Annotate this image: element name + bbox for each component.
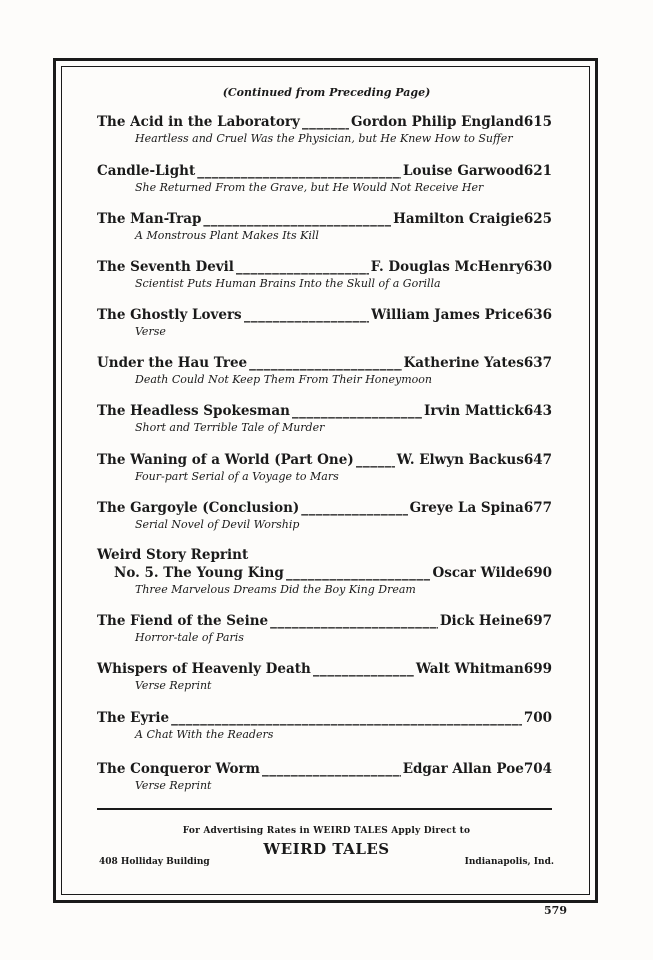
toc-entry (97, 709, 552, 742)
story-title: The Waning of a World (Part One) (97, 452, 354, 468)
toc-row (97, 760, 552, 778)
story-author: Louise Garwood (403, 163, 524, 179)
toc-row (97, 210, 552, 228)
toc-row (97, 451, 552, 469)
dot-leader (270, 612, 438, 630)
story-subtitle: Serial Novel of Devil Worship (135, 518, 300, 531)
story-title: The Acid in the Laboratory (97, 114, 300, 130)
story-author: Irvin Mattick (424, 403, 524, 419)
story-subtitle: A Chat With the Readers (135, 728, 274, 741)
toc-row (97, 612, 552, 630)
story-title: Candle-Light (97, 163, 196, 179)
toc-entry (97, 306, 552, 339)
toc-entry (97, 113, 552, 146)
story-page: 637 (523, 355, 552, 371)
page-number: 579 (544, 904, 567, 917)
dot-leader (302, 113, 349, 131)
story-title: The Ghostly Lovers (97, 307, 242, 323)
toc-row (97, 258, 552, 276)
toc-row (97, 402, 552, 420)
story-subtitle: Short and Terrible Tale of Murder (135, 421, 325, 434)
dot-leader (262, 760, 401, 778)
story-author: Greye La Spina (409, 500, 524, 516)
story-title: The Gargoyle (Conclusion) (97, 500, 300, 516)
story-page: 677 (523, 500, 552, 516)
story-author: W. Elwyn Backus (396, 452, 524, 468)
toc-row (97, 162, 552, 180)
toc-row (97, 709, 552, 727)
story-title: No. 5. The Young King (114, 565, 284, 581)
magazine-name: WEIRD TALES (263, 840, 390, 858)
footer-rule (97, 808, 552, 810)
toc-entry (97, 499, 552, 532)
toc-entry (97, 451, 552, 484)
toc-entry (97, 354, 552, 387)
dot-leader (244, 306, 369, 324)
toc-entry (97, 612, 552, 645)
story-page: 615 (523, 114, 552, 130)
dot-leader (292, 402, 422, 420)
story-subtitle: She Returned From the Grave, but He Would Not Receive Her (135, 181, 484, 194)
story-subtitle: Verse Reprint (135, 679, 212, 692)
story-subtitle: Four-part Serial of a Voyage to Mars (135, 470, 339, 483)
story-author: Katherine Yates (403, 355, 524, 371)
story-title: The Eyrie (97, 710, 170, 726)
toc-row (97, 499, 552, 517)
story-subtitle: Verse Reprint (135, 779, 212, 792)
toc-row (97, 306, 552, 324)
toc-entry-reprint (97, 546, 552, 597)
story-subtitle: Horror-tale of Paris (135, 631, 244, 644)
story-author: Dick Heine (439, 613, 524, 629)
story-page: 621 (523, 163, 552, 179)
toc-entry (97, 760, 552, 793)
dot-leader (236, 258, 369, 276)
toc-row (97, 113, 552, 131)
story-author: Gordon Philip England (351, 114, 524, 130)
story-page: 700 (523, 710, 552, 726)
story-page: 625 (523, 211, 552, 227)
footer-address: 408 Holliday Building (99, 857, 210, 867)
story-subtitle: Three Marvelous Dreams Did the Boy King Dream (135, 583, 416, 596)
dot-leader (203, 210, 391, 228)
toc-entry (97, 660, 552, 693)
story-page: 643 (523, 403, 552, 419)
story-title: Whispers of Heavenly Death (97, 661, 311, 677)
story-author: Oscar Wilde (432, 565, 524, 581)
dot-leader (249, 354, 401, 372)
story-subtitle: A Monstrous Plant Makes Its Kill (135, 229, 319, 242)
dot-leader (171, 709, 522, 727)
toc-entry (97, 162, 552, 195)
story-author: Edgar Allan Poe (402, 761, 524, 777)
advertising-note: For Advertising Rates in WEIRD TALES Apply Direct to (182, 826, 471, 836)
toc-entry (97, 210, 552, 243)
dot-leader (286, 564, 431, 582)
story-subtitle: Heartless and Cruel Was the Physician, but He Knew How to Suffer (135, 132, 513, 145)
footer-city: Indianapolis, Ind. (464, 857, 554, 867)
toc-row (97, 564, 552, 582)
story-title: The Fiend of the Seine (97, 613, 269, 629)
story-author: Hamilton Craigie (393, 211, 524, 227)
story-subtitle: Scientist Puts Human Brains Into the Skull of a Gorilla (135, 277, 441, 290)
story-title: The Conqueror Worm (97, 761, 260, 777)
dot-leader (301, 499, 407, 517)
dot-leader (313, 660, 414, 678)
story-subtitle: Verse (135, 325, 166, 338)
dot-leader (356, 451, 395, 469)
reprint-heading: Weird Story Reprint (97, 547, 249, 563)
story-page: 699 (523, 661, 552, 677)
story-page: 697 (523, 613, 552, 629)
story-title: The Seventh Devil (97, 259, 234, 275)
toc-entry (97, 258, 552, 291)
continued-note: (Continued from Preceding Page) (222, 86, 431, 99)
toc-row (97, 660, 552, 678)
story-title: The Man-Trap (97, 211, 202, 227)
toc-row (97, 354, 552, 372)
toc-entry (97, 402, 552, 435)
story-page: 630 (523, 259, 552, 275)
dot-leader (197, 162, 401, 180)
story-title: Under the Hau Tree (97, 355, 248, 371)
story-title: The Headless Spokesman (97, 403, 290, 419)
story-subtitle: Death Could Not Keep Them From Their Honeymoon (135, 373, 432, 386)
story-author: F. Douglas McHenry (370, 259, 524, 275)
story-page: 647 (523, 452, 552, 468)
story-page: 704 (523, 761, 552, 777)
story-author: Walt Whitman (415, 661, 524, 677)
story-author: William James Price (371, 307, 524, 323)
story-page: 636 (523, 307, 552, 323)
story-page: 690 (523, 565, 552, 581)
